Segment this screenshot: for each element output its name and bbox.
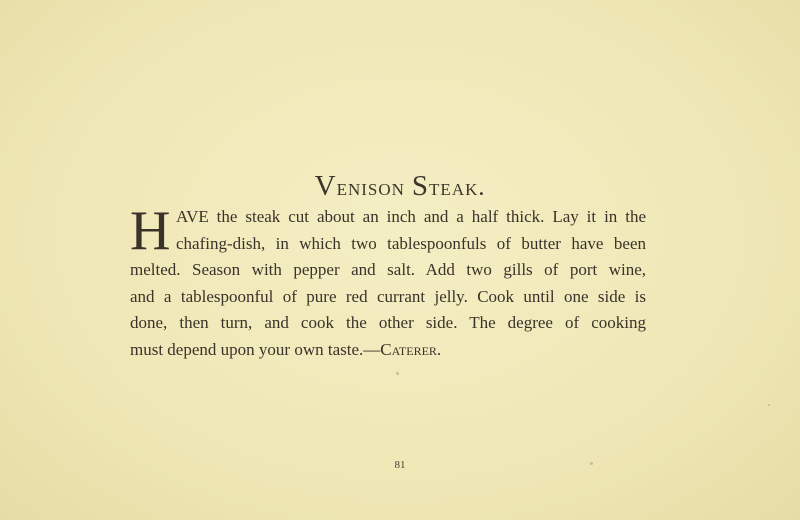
text-line-6 <box>130 337 646 364</box>
paper-speck <box>396 372 399 375</box>
paper-speck <box>768 404 770 406</box>
attribution: Caterer. <box>380 339 442 359</box>
text-line-3: melted. Season with pepper and salt. Add two gills of port wine, <box>130 260 646 279</box>
recipe-title <box>0 170 800 203</box>
text-line-6-body: must depend upon your own taste.— <box>130 339 381 359</box>
text-line-5: done, then turn, and cook the other side. The degree of cooking <box>130 313 646 332</box>
text-line-4: and a tablespoonful of pure red currant jelly. Cook until one side is <box>130 286 646 306</box>
text-line-2: chafing-dish, in which two tablespoonfuls of butter have been <box>176 233 646 253</box>
title-initial-v: V <box>314 170 337 202</box>
paper-speck <box>590 462 593 465</box>
drop-cap: H <box>130 200 171 262</box>
title-part-2: teak. <box>429 175 486 201</box>
page-number: 81 <box>394 459 406 471</box>
title-part-1: enison <box>336 175 412 201</box>
title-initial-s: S <box>411 170 430 202</box>
recipe-text <box>130 200 646 363</box>
text-line-1: AVE the steak cut about an inch and a half thick. Lay it in the <box>176 207 646 226</box>
